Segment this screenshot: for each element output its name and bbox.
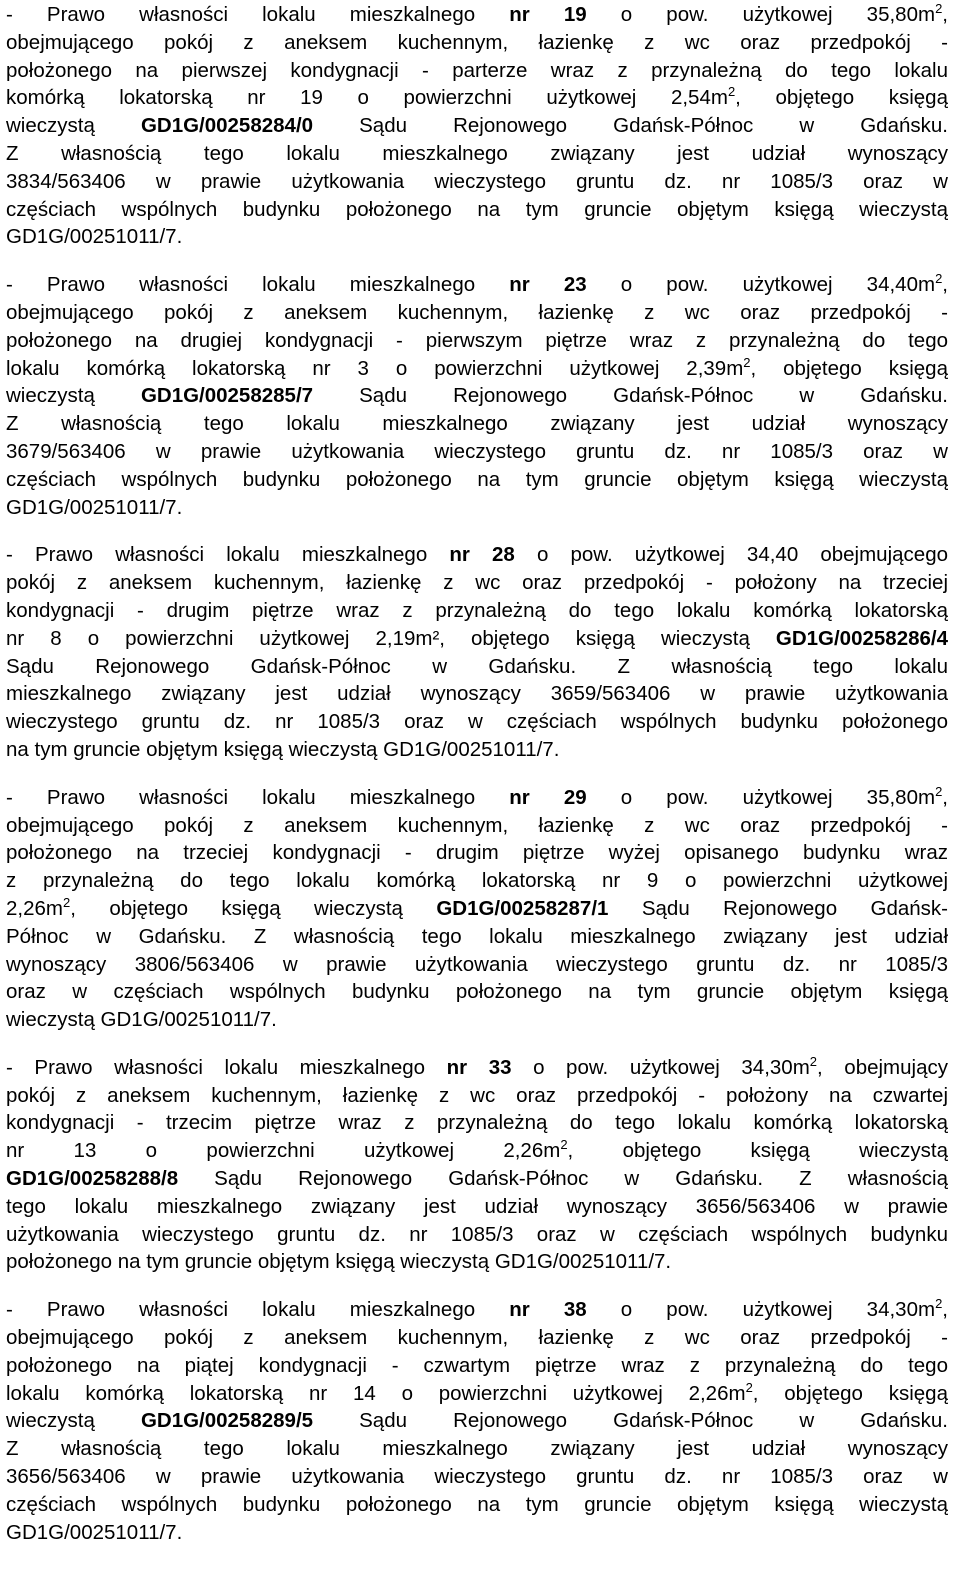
superscript: 2: [935, 1, 943, 16]
text-line: [6, 895, 948, 923]
bold-text: nr 23: [509, 273, 587, 297]
bold-text: GD1G/00258288/8: [6, 1167, 179, 1191]
text-line: [6, 1407, 948, 1435]
text-run: położonego na tym gruncie objętym księgą wieczystą GD1G/00251011/7.: [6, 1250, 672, 1274]
text-line: [6, 1, 948, 29]
bold-text: GD1G/00258289/5: [140, 1409, 314, 1433]
text-run: , objętego księgą wieczystą: [70, 896, 437, 920]
text-run: obejmującego pokój z aneksem kuchennym, łazienkę z wc oraz przedpokój -: [6, 300, 948, 324]
text-run: tego lokalu mieszkalnego związany jest udział wynoszący 3656/563406 w prawie: [6, 1194, 948, 1218]
text-run: lokalu komórką lokatorską nr 14 o powierzchni użytkowej 2,26m: [6, 1381, 746, 1405]
text-run: Z własnością tego lokalu mieszkalnego związany jest udział wynoszący: [6, 141, 948, 165]
text-run: 3679/563406 w prawie użytkowania wieczystego gruntu dz. nr 1085/3 oraz w: [6, 439, 948, 463]
text-run: , objętego księgą: [735, 86, 948, 110]
text-line: [6, 1380, 948, 1408]
text-run: - Prawo własności lokalu mieszkalnego: [6, 3, 510, 26]
superscript: 2: [745, 1379, 753, 1395]
text-line: [6, 196, 948, 224]
text-run: częściach wspólnych budynku położonego na tym gruncie objętym księgą wieczystą: [6, 197, 948, 221]
text-line: [6, 1193, 948, 1221]
text-run: Sądu Rejonowego Gdańsk-Północ w Gdańsku. Z własnością: [178, 1167, 948, 1191]
bold-text: nr 28: [449, 543, 515, 567]
superscript: 2: [743, 354, 751, 370]
text-line: [6, 57, 948, 85]
text-line: [6, 1463, 948, 1491]
text-run: wieczystą: [6, 1409, 141, 1433]
text-line: [6, 1006, 948, 1034]
text-line: [6, 1082, 948, 1110]
text-run: wieczystą: [6, 384, 141, 408]
text-line: [6, 29, 948, 57]
text-run: Sądu Rejonowego Gdańsk-Północ w Gdańsku.: [313, 114, 948, 138]
text-line: [6, 1109, 948, 1137]
text-line: [6, 1352, 948, 1380]
text-line: [6, 923, 948, 951]
bold-text: nr 29: [509, 785, 587, 809]
text-run: obejmującego pokój z aneksem kuchennym, łazienkę z wc oraz przedpokój -: [6, 813, 948, 837]
text-run: ,: [942, 1298, 948, 1322]
text-run: - Prawo własności lokalu mieszkalnego: [6, 273, 510, 297]
text-run: - Prawo własności lokalu mieszkalnego: [6, 543, 450, 567]
text-run: o pow. użytkowej 35,80m: [586, 785, 936, 809]
text-run: - Prawo własności lokalu mieszkalnego: [6, 785, 510, 809]
superscript: 2: [62, 894, 71, 910]
text-run: 3834/563406 w prawie użytkowania wieczystego gruntu dz. nr 1085/3 oraz w: [6, 169, 948, 193]
bold-text: GD1G/00258286/4: [775, 626, 948, 650]
text-line: [6, 867, 948, 895]
text-line: [6, 653, 948, 681]
superscript: 2: [809, 1053, 818, 1069]
paragraph-lokal-28: [6, 541, 948, 763]
text-line: [6, 382, 948, 410]
text-run: o pow. użytkowej 34,40m: [586, 273, 936, 297]
text-run: położonego na pierwszej kondygnacji - parterze wraz z przynależną do tego lokalu: [6, 58, 948, 82]
text-line: [6, 168, 948, 196]
text-run: częściach wspólnych budynku położonego na tym gruncie objętym księgą wieczystą: [6, 1492, 948, 1516]
superscript: 2: [727, 84, 736, 100]
paragraph-lokal-38: [6, 1296, 948, 1546]
text-run: GD1G/00251011/7.: [6, 1520, 183, 1544]
text-run: mieszkalnego związany jest udział wynoszący 3659/563406 w prawie użytkowania: [6, 682, 948, 706]
text-line: [6, 1054, 948, 1082]
text-run: wynoszący 3806/563406 w prawie użytkowania wieczystego gruntu dz. nr 1085/3: [6, 952, 948, 976]
text-run: GD1G/00251011/7.: [6, 225, 183, 249]
text-run: położonego na drugiej kondygnacji - pierwszym piętrze wraz z przynależną do tego: [6, 328, 948, 352]
bold-text: nr 33: [446, 1055, 512, 1079]
text-run: nr 8 o powierzchni użytkowej 2,19m², objętego księgą wieczystą: [6, 626, 776, 650]
text-line: [6, 812, 948, 840]
text-run: Sądu Rejonowego Gdańsk-Północ w Gdańsku. Z własnością tego lokalu: [6, 654, 948, 678]
text-line: [6, 569, 948, 597]
text-line: [6, 223, 948, 251]
paragraph-lokal-33: [6, 1054, 948, 1276]
text-run: , objętego księgą: [752, 1381, 948, 1405]
text-run: wieczystą GD1G/00251011/7.: [6, 1008, 277, 1032]
text-line: [6, 978, 948, 1006]
text-run: o pow. użytkowej 35,80m: [586, 3, 936, 26]
superscript: 2: [935, 783, 943, 799]
text-run: kondygnacji - trzecim piętrze wraz z przynależną do tego lokalu komórką lokatorską: [6, 1111, 948, 1135]
text-line: [6, 708, 948, 736]
text-run: GD1G/00251011/7.: [6, 495, 183, 519]
text-run: - Prawo własności lokalu mieszkalnego: [6, 1298, 510, 1322]
text-run: na tym gruncie objętym księgą wieczystą GD1G/00251011/7.: [6, 737, 560, 761]
text-run: oraz w częściach wspólnych budynku położonego na tym gruncie objętym księgą: [6, 980, 948, 1004]
text-line: [6, 951, 948, 979]
text-run: o pow. użytkowej 34,40 obejmującego: [514, 543, 948, 567]
text-line: [6, 494, 948, 522]
text-run: kondygnacji - drugim piętrze wraz z przynależną do tego lokalu komórką lokatorską: [6, 598, 948, 622]
text-line: [6, 1324, 948, 1352]
text-line: [6, 327, 948, 355]
text-run: Sądu Rejonowego Gdańsk-Północ w Gdańsku.: [313, 384, 948, 408]
text-run: Z własnością tego lokalu mieszkalnego związany jest udział wynoszący: [6, 1437, 948, 1461]
text-run: Sądu Rejonowego Gdańsk-Północ w Gdańsku.: [313, 1409, 948, 1433]
text-line: [6, 1248, 948, 1276]
bold-text: nr 38: [509, 1298, 587, 1322]
text-run: , objętego księgą wieczystą: [567, 1139, 948, 1163]
superscript: 2: [935, 271, 943, 287]
text-run: , objętego księgą: [750, 356, 948, 380]
text-line: [6, 466, 948, 494]
text-run: użytkowania wieczystego gruntu dz. nr 1085/3 oraz w częściach wspólnych budynku: [6, 1222, 948, 1246]
text-run: o pow. użytkowej 34,30m: [511, 1055, 810, 1079]
text-line: [6, 625, 948, 653]
bold-text: GD1G/00258284/0: [140, 114, 314, 138]
text-run: pokój z aneksem kuchennym, łazienkę z wc oraz przedpokój - położony na czwartej: [6, 1083, 948, 1107]
text-line: [6, 112, 948, 140]
text-run: nr 13 o powierzchni użytkowej 2,26m: [6, 1139, 561, 1163]
text-run: ,: [942, 273, 948, 297]
text-line: [6, 438, 948, 466]
text-line: [6, 271, 948, 299]
text-line: [6, 839, 948, 867]
text-run: wieczystego gruntu dz. nr 1085/3 oraz w częściach wspólnych budynku położonego: [6, 710, 948, 734]
text-run: obejmującego pokój z aneksem kuchennym, łazienkę z wc oraz przedpokój -: [6, 1326, 948, 1350]
superscript: 2: [935, 1296, 943, 1312]
paragraph-lokal-23: [6, 271, 948, 521]
paragraph-lokal-29: [6, 784, 948, 1034]
text-run: 3656/563406 w prawie użytkowania wieczystego gruntu dz. nr 1085/3 oraz w: [6, 1465, 948, 1489]
text-run: położonego na piątej kondygnacji - czwartym piętrze wraz z przynależną do tego: [6, 1353, 948, 1377]
text-run: o pow. użytkowej 34,30m: [586, 1298, 936, 1322]
text-run: 2,26m: [6, 896, 63, 920]
text-line: [6, 1296, 948, 1324]
text-line: [6, 1519, 948, 1547]
text-run: wieczystą: [6, 114, 141, 138]
superscript: 2: [560, 1137, 568, 1153]
text-run: ,: [942, 785, 948, 809]
text-line: [6, 736, 948, 764]
text-run: częściach wspólnych budynku położonego na tym gruncie objętym księgą wieczystą: [6, 467, 948, 491]
paragraph-lokal-19: [6, 1, 948, 251]
text-run: położonego na trzeciej kondygnacji - drugim piętrze wyżej opisanego budynku wraz: [6, 841, 948, 865]
text-run: Z własnością tego lokalu mieszkalnego związany jest udział wynoszący: [6, 412, 948, 436]
text-run: z przynależną do tego lokalu komórką lokatorską nr 9 o powierzchni użytkowej: [6, 869, 948, 893]
text-run: pokój z aneksem kuchennym, łazienkę z wc oraz przedpokój - położony na trzeciej: [6, 571, 948, 595]
text-run: komórką lokatorską nr 19 o powierzchni użytkowej 2,54m: [6, 86, 728, 110]
text-line: [6, 1221, 948, 1249]
text-run: , obejmujący: [817, 1055, 948, 1079]
text-run: Północ w Gdańsku. Z własnością tego lokalu mieszkalnego związany jest udział: [6, 924, 948, 948]
text-run: - Prawo własności lokalu mieszkalnego: [6, 1055, 447, 1079]
bold-text: nr 19: [509, 3, 587, 26]
text-line: [6, 680, 948, 708]
text-run: Sądu Rejonowego Gdańsk-: [608, 896, 948, 920]
text-line: [6, 1491, 948, 1519]
text-line: [6, 140, 948, 168]
text-line: [6, 84, 948, 112]
text-line: [6, 299, 948, 327]
text-line: [6, 784, 948, 812]
text-line: [6, 1137, 948, 1165]
text-line: [6, 355, 948, 383]
text-line: [6, 410, 948, 438]
bold-text: GD1G/00258287/1: [436, 896, 609, 920]
text-line: [6, 597, 948, 625]
bold-text: GD1G/00258285/7: [140, 384, 314, 408]
text-line: [6, 1165, 948, 1193]
text-line: [6, 541, 948, 569]
text-run: lokalu komórką lokatorską nr 3 o powierzchni użytkowej 2,39m: [6, 356, 744, 380]
text-run: ,: [942, 3, 948, 26]
text-run: obejmującego pokój z aneksem kuchennym, łazienkę z wc oraz przedpokój -: [6, 30, 948, 54]
text-line: [6, 1435, 948, 1463]
